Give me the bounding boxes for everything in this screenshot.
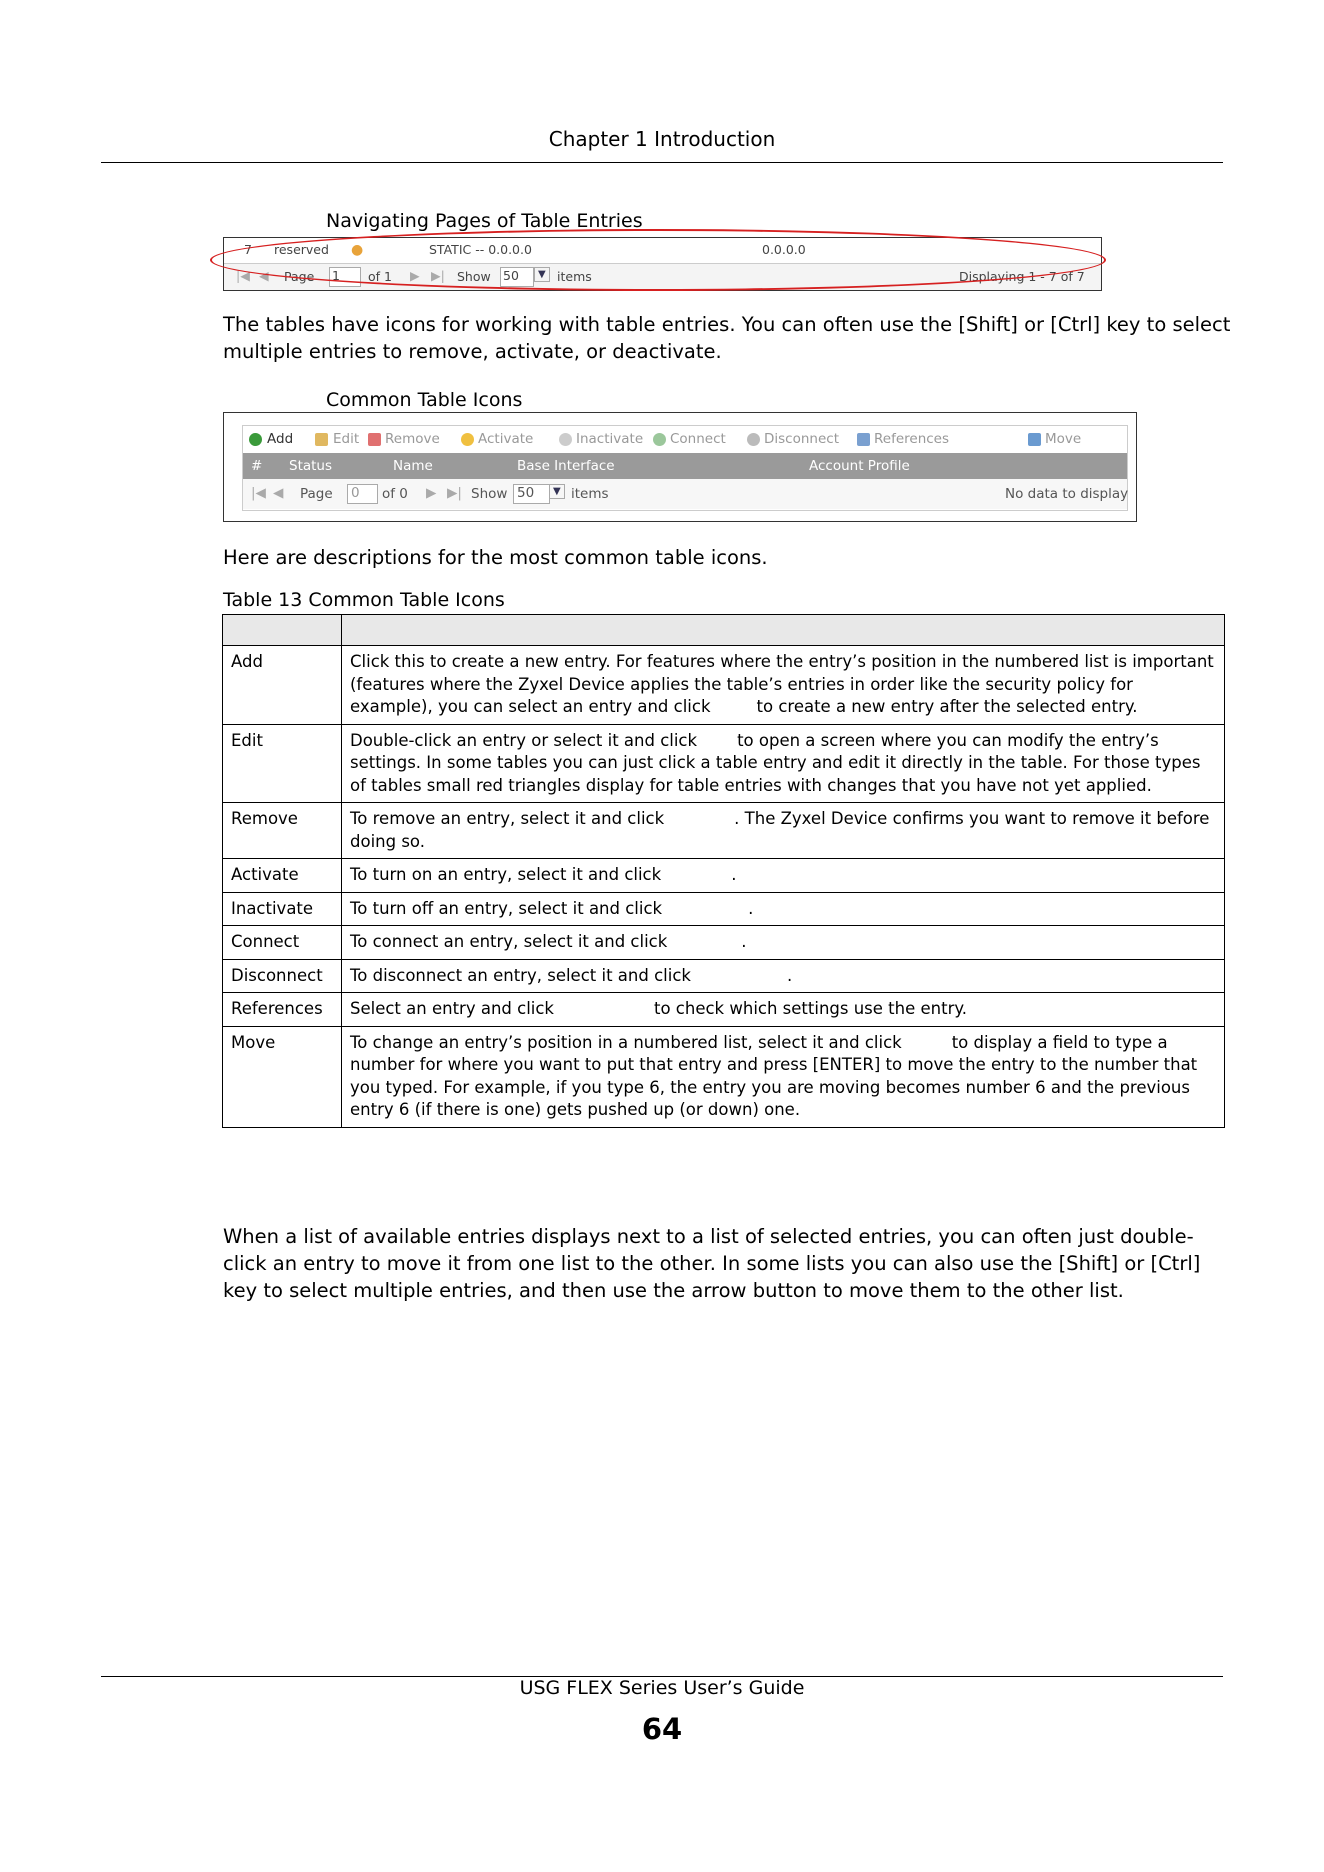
- paragraph-table-icons: The tables have icons for working with table entries. You can often use the [Shift] or [Ctrl] key to select multiple entries to remove, activate, or deactivate.: [223, 313, 1231, 363]
- trash-icon[interactable]: [368, 433, 381, 446]
- table-row: [223, 724, 1225, 803]
- table-row: [223, 859, 1225, 893]
- column-status[interactable]: Status: [289, 458, 333, 474]
- row-description: To turn on an entry, select it and click .: [342, 859, 1225, 893]
- figure2-pager: [243, 479, 1127, 509]
- figure2-screenshot: [223, 412, 1137, 522]
- first-page-icon[interactable]: |◀: [251, 485, 266, 501]
- chapter-header: Chapter 1 Introduction: [548, 127, 776, 151]
- chevron-down-icon[interactable]: ▼: [549, 484, 565, 499]
- table-header-row: [223, 615, 1225, 646]
- prev-page-icon[interactable]: ◀: [273, 485, 284, 501]
- row-description: Double-click an entry or select it and click to open a screen where you can modify the entry’s settings. In some tables you can just click a table entry and edit it directly in the table. For those types of tables small red triangles display for table entries with changes that you have not yet applied.: [342, 724, 1225, 803]
- edit-icon[interactable]: [315, 433, 328, 446]
- items-label: items: [571, 486, 609, 502]
- page-label: Page: [284, 269, 315, 284]
- prev-page-icon[interactable]: ◀: [259, 268, 269, 283]
- show-label: Show: [471, 486, 508, 502]
- bulb-icon: ●: [351, 242, 364, 258]
- show-select[interactable]: 50: [513, 484, 550, 504]
- page-input[interactable]: 1: [329, 267, 361, 287]
- entry-number: 7: [244, 242, 252, 257]
- column-name[interactable]: Name: [393, 458, 433, 474]
- figure1-title: Navigating Pages of Table Entries: [326, 210, 643, 232]
- bulb-off-icon[interactable]: [559, 433, 572, 446]
- page-label: Page: [300, 486, 333, 502]
- table-row: [223, 926, 1225, 960]
- add-icon[interactable]: [249, 433, 262, 446]
- row-description: To disconnect an entry, select it and click .: [342, 959, 1225, 993]
- table-row: [223, 646, 1225, 725]
- table-row: [223, 959, 1225, 993]
- items-label: items: [557, 269, 592, 284]
- toolbar-activate[interactable]: Activate: [478, 431, 534, 447]
- column-account-profile[interactable]: Account Profile: [809, 458, 910, 474]
- page-of: of 1: [368, 269, 392, 284]
- toolbar-inactivate[interactable]: Inactivate: [576, 431, 644, 447]
- next-page-icon[interactable]: ▶: [426, 485, 437, 501]
- column-number[interactable]: #: [251, 458, 263, 474]
- row-label: Connect: [223, 926, 342, 960]
- row-label: Inactivate: [223, 892, 342, 926]
- table-caption: Table 13 Common Table Icons: [223, 589, 505, 611]
- column-base-interface[interactable]: Base Interface: [517, 458, 615, 474]
- next-page-icon[interactable]: ▶: [410, 268, 420, 283]
- row-description: To change an entry’s position in a numbered list, select it and click to display a field to type a number for where you want to put that entry and press [ENTER] to move the entry to the number that you typed. For example, if you type 6, the entry you are moving becomes number 6 and the previous entry 6 (if there is one) gets pushed up (or down) one.: [342, 1026, 1225, 1127]
- table-header-cell: [223, 615, 342, 646]
- toolbar: [243, 426, 1127, 453]
- show-label: Show: [457, 269, 491, 284]
- header-rule: [101, 162, 1223, 163]
- toolbar-edit[interactable]: Edit: [333, 431, 360, 447]
- table-header-cell: [342, 615, 1225, 646]
- toolbar-move[interactable]: Move: [1045, 431, 1082, 447]
- table-row: [223, 993, 1225, 1027]
- table-row: [223, 892, 1225, 926]
- references-icon[interactable]: [857, 433, 870, 446]
- show-select[interactable]: 50: [500, 267, 534, 287]
- row-label: Add: [223, 646, 342, 725]
- table-row: [223, 803, 1225, 859]
- page-input[interactable]: 0: [347, 484, 378, 504]
- paragraph-descriptions-intro: Here are descriptions for the most common table icons.: [223, 546, 768, 569]
- row-description: Click this to create a new entry. For features where the entry’s position in the numbered list is important (features where the Zyxel Device applies the table’s entries in order like the security policy for example), you can select an entry and click to create a new entry after the selected entry.: [342, 646, 1225, 725]
- last-page-icon[interactable]: ▶|: [447, 485, 462, 501]
- page-number: 64: [641, 1712, 683, 1746]
- connect-icon[interactable]: [653, 433, 666, 446]
- common-table-icons-table: [222, 614, 1225, 1128]
- toolbar-disconnect[interactable]: Disconnect: [764, 431, 839, 447]
- row-label: Edit: [223, 724, 342, 803]
- no-data-text: No data to display: [1005, 486, 1129, 502]
- table-row: [223, 1026, 1225, 1127]
- row-label: References: [223, 993, 342, 1027]
- highlight-oval: [210, 229, 1106, 291]
- first-page-icon[interactable]: |◀: [236, 268, 250, 283]
- entry-name: reserved: [274, 242, 329, 257]
- chevron-down-icon[interactable]: ▼: [534, 267, 550, 282]
- toolbar-add[interactable]: Add: [267, 431, 294, 447]
- entry-address: 0.0.0.0: [762, 242, 806, 257]
- entry-type: STATIC -- 0.0.0.0: [429, 242, 532, 257]
- footer-guide-title: USG FLEX Series User’s Guide: [519, 1677, 805, 1699]
- row-description: To turn off an entry, select it and click .: [342, 892, 1225, 926]
- row-description: To connect an entry, select it and click .: [342, 926, 1225, 960]
- page-of: of 0: [382, 486, 408, 502]
- row-label: Activate: [223, 859, 342, 893]
- toolbar-references[interactable]: References: [874, 431, 950, 447]
- displaying-text: Displaying 1 - 7 of 7: [959, 269, 1085, 284]
- last-page-icon[interactable]: ▶|: [431, 268, 445, 283]
- move-icon[interactable]: [1028, 433, 1041, 446]
- toolbar-remove[interactable]: Remove: [385, 431, 440, 447]
- bulb-on-icon[interactable]: [461, 433, 474, 446]
- paragraph-list-selection: When a list of available entries displays next to a list of selected entries, you can often just double-click an entry to move it from one list to the other. In some lists you can also use the [Shift] or [Ctrl] key to select multiple entries, and then use the arrow button to move them to the other list.: [223, 1225, 1201, 1302]
- figure2-title: Common Table Icons: [326, 389, 523, 411]
- table-header: [243, 453, 1127, 479]
- row-label: Remove: [223, 803, 342, 859]
- row-description: To remove an entry, select it and click . The Zyxel Device confirms you want to remove it before doing so.: [342, 803, 1225, 859]
- disconnect-icon[interactable]: [747, 433, 760, 446]
- toolbar-connect[interactable]: Connect: [670, 431, 726, 447]
- row-description: Select an entry and click to check which settings use the entry.: [342, 993, 1225, 1027]
- row-label: Disconnect: [223, 959, 342, 993]
- row-label: Move: [223, 1026, 342, 1127]
